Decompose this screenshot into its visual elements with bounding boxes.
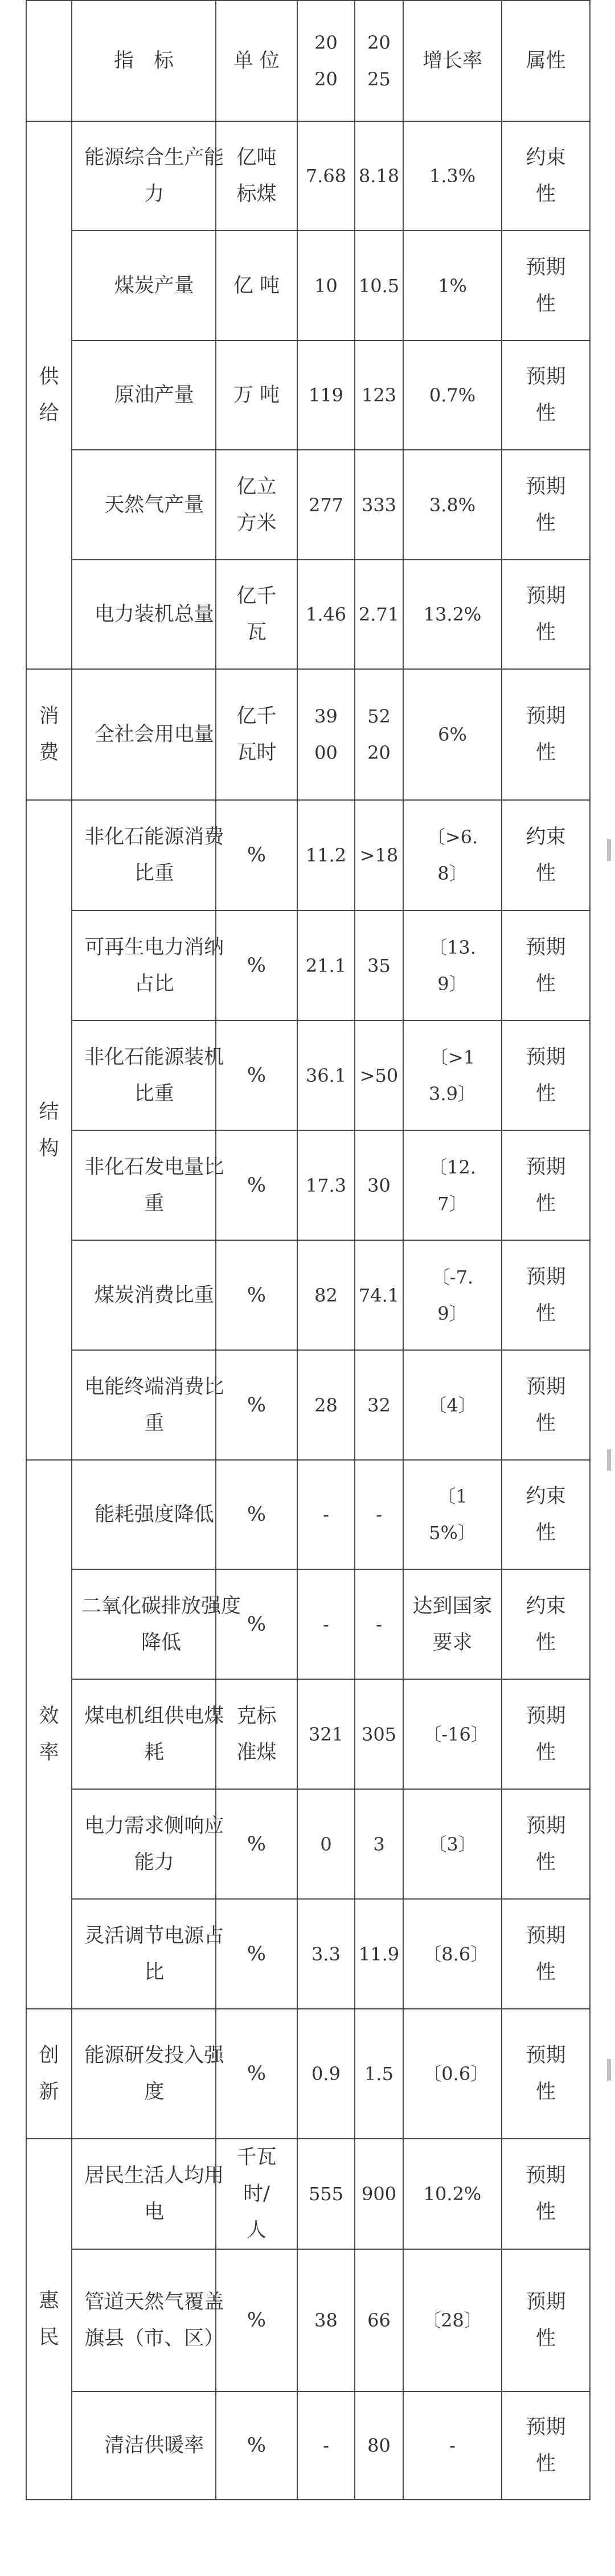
indicator-cell [72, 2249, 224, 2392]
growth-text: 〔13.9〕 [429, 936, 476, 995]
value-2020-cell: 119 [297, 341, 355, 450]
table-row [26, 1350, 590, 1460]
indicator-cell [72, 1899, 224, 2009]
table-row [26, 2249, 590, 2392]
value-2025-cell: 32 [355, 1350, 403, 1460]
value-2020-cell: 17.3 [297, 1130, 355, 1240]
unit-label: 克标准煤 [236, 1704, 277, 1764]
growth-cell: 1% [403, 231, 502, 341]
unit-cell: % [216, 1130, 297, 1240]
table-row [26, 1020, 590, 1130]
indicator-cell [72, 1460, 216, 1569]
unit-cell [216, 450, 297, 560]
header-row [26, 1, 590, 121]
growth-cell [403, 1460, 502, 1569]
table-row [26, 800, 590, 910]
attribute-cell [502, 1899, 590, 2009]
unit-label: 亿千瓦 [236, 585, 277, 644]
indicator-label: 电力需求侧响应能力 [84, 1814, 224, 1874]
attribute-cell [502, 450, 590, 560]
header-attribute-text: 属性 [526, 50, 566, 72]
growth-cell [403, 1240, 502, 1350]
growth-cell: 〔4〕 [403, 1350, 502, 1460]
growth-text: 〔>13.9〕 [429, 1046, 476, 1105]
value-2025-cell: 66 [355, 2249, 403, 2392]
indicator-cell [72, 910, 224, 1020]
value-2020-cell: 11.2 [297, 800, 355, 910]
unit-cell: % [216, 2392, 297, 2500]
value-2020-text: 3900 [314, 705, 338, 764]
attribute-label: 约束性 [526, 826, 566, 885]
indicator-cell [72, 2392, 216, 2500]
unit-cell [216, 669, 297, 800]
growth-cell [403, 1679, 502, 1789]
unit-cell: % [216, 910, 297, 1020]
growth-text: 〔0.6〕 [423, 2063, 489, 2085]
value-2020-cell: 7.68 [297, 121, 355, 231]
indicator-cell [72, 1350, 224, 1460]
attribute-label: 预期性 [526, 585, 566, 644]
indicator-label: 天然气产量 [104, 493, 204, 516]
indicator-label: 煤炭消费比重 [94, 1283, 214, 1307]
growth-cell: 10.2% [403, 2139, 502, 2249]
indicator-label: 煤电机组供电煤耗 [84, 1704, 224, 1764]
header-2025-text: 2025 [367, 32, 391, 90]
value-2020-cell: 0 [297, 1789, 355, 1899]
value-2025-cell: >50 [355, 1020, 403, 1130]
category-efficiency-label: 效率 [39, 1705, 59, 1764]
energy-targets-table [26, 0, 591, 2500]
unit-cell [216, 1679, 297, 1789]
category-consumption-label: 消费 [39, 705, 59, 764]
table-row [26, 560, 590, 669]
value-2020-cell [297, 669, 355, 800]
attribute-cell [502, 1569, 590, 1679]
unit-cell [216, 121, 297, 231]
attribute-label: 预期性 [526, 2416, 566, 2475]
category-consumption [26, 669, 72, 800]
value-2025-cell: 3 [355, 1789, 403, 1899]
value-2025-cell: 123 [355, 341, 403, 450]
attribute-cell [502, 1020, 590, 1130]
attribute-label: 预期性 [526, 1704, 566, 1764]
value-2025-cell [355, 669, 403, 800]
growth-text: 〔8.6〕 [423, 1943, 489, 1965]
edge-mark [607, 1449, 611, 1471]
table-row [26, 1679, 590, 1789]
attribute-cell [502, 1789, 590, 1899]
table-row [26, 2392, 590, 2500]
category-livelihood-label: 惠民 [39, 2290, 59, 2349]
unit-cell: 万 吨 [216, 341, 297, 450]
attribute-label: 预期性 [526, 2044, 566, 2103]
category-innovation-label: 创新 [39, 2044, 59, 2103]
table-row [26, 231, 590, 341]
unit-cell: % [216, 1460, 297, 1569]
unit-label: 千瓦时/人 [236, 2146, 277, 2242]
attribute-cell [502, 2009, 590, 2139]
indicator-cell [72, 2009, 224, 2139]
value-2020-cell: 28 [297, 1350, 355, 1460]
attribute-label: 约束性 [526, 1485, 566, 1544]
attribute-label: 约束性 [526, 146, 566, 206]
growth-cell [403, 800, 502, 910]
attribute-label: 预期性 [526, 1375, 566, 1435]
indicator-label: 可再生电力消纳占比 [84, 936, 224, 995]
growth-cell [403, 2009, 502, 2139]
attribute-label: 预期性 [526, 1924, 566, 1984]
indicator-cell [72, 1679, 224, 1789]
unit-cell: % [216, 2249, 297, 2392]
indicator-cell [72, 560, 216, 669]
value-2025-cell: 80 [355, 2392, 403, 2500]
attribute-cell [502, 121, 590, 231]
attribute-label: 预期性 [526, 1265, 566, 1325]
growth-cell: 达到国家要求 [403, 1569, 502, 1679]
table-row [26, 1130, 590, 1240]
unit-cell: % [216, 1350, 297, 1460]
header-unit: 单 位 [216, 1, 297, 121]
growth-cell: 〔3〕 [403, 1789, 502, 1899]
value-2025-cell: 900 [355, 2139, 403, 2249]
targets-table-wrapper [26, 0, 589, 2500]
category-structure-label: 结构 [39, 1100, 59, 1160]
indicator-cell [72, 2139, 224, 2249]
indicator-label: 二氧化碳排放强度降低 [81, 1594, 241, 1654]
unit-label: 亿立方米 [236, 475, 277, 535]
table-row [26, 1789, 590, 1899]
header-growth: 增长率 [403, 1, 502, 121]
table-row [26, 341, 590, 450]
value-2020-cell: 38 [297, 2249, 355, 2392]
value-2020-cell: 21.1 [297, 910, 355, 1020]
value-2020-cell: - [297, 2392, 355, 2500]
indicator-label: 非化石能源装机比重 [84, 1045, 224, 1105]
value-2020-cell: 555 [297, 2139, 355, 2249]
table-row [26, 1460, 590, 1569]
value-2025-cell: 333 [355, 450, 403, 560]
indicator-label: 能耗强度降低 [94, 1503, 214, 1526]
value-2025-cell: >18 [355, 800, 403, 910]
growth-cell: 13.2% [403, 560, 502, 669]
table-row [26, 121, 590, 231]
value-2020-cell: 277 [297, 450, 355, 560]
attribute-label: 预期性 [526, 2291, 566, 2350]
indicator-cell [72, 231, 216, 341]
value-2020-cell: 0.9 [297, 2009, 355, 2139]
indicator-label: 电能终端消费比重 [84, 1375, 224, 1435]
table-row [26, 910, 590, 1020]
growth-text: 〔12.7〕 [429, 1156, 476, 1215]
table-row [26, 669, 590, 800]
attribute-cell [502, 1350, 590, 1460]
indicator-label: 电力装机总量 [94, 603, 214, 626]
indicator-label: 灵活调节电源占比 [84, 1924, 224, 1984]
growth-cell [403, 1130, 502, 1240]
table-row [26, 1569, 590, 1679]
value-2020-cell: 321 [297, 1679, 355, 1789]
attribute-label: 约束性 [526, 1594, 566, 1654]
value-2025-cell: 30 [355, 1130, 403, 1240]
unit-label: 亿吨标煤 [236, 146, 277, 206]
attribute-cell [502, 560, 590, 669]
table-row [26, 1240, 590, 1350]
growth-cell: 6% [403, 669, 502, 800]
indicator-label: 管道天然气覆盖旗县（市、区） [84, 2291, 224, 2350]
value-2025-cell: 8.18 [355, 121, 403, 231]
growth-cell [403, 1899, 502, 2009]
growth-cell [403, 1020, 502, 1130]
header-attribute [502, 1, 590, 121]
indicator-label: 能源综合生产能力 [84, 146, 224, 206]
category-supply-label: 供给 [39, 366, 59, 425]
attribute-cell [502, 231, 590, 341]
category-innovation [26, 2009, 72, 2139]
attribute-cell [502, 2249, 590, 2392]
value-2020-cell: 10 [297, 231, 355, 341]
value-2020-cell: - [297, 1460, 355, 1569]
category-efficiency [26, 1460, 72, 2009]
attribute-label: 预期性 [526, 1045, 566, 1105]
value-2025-cell: 1.5 [355, 2009, 403, 2139]
value-2020-cell: 3.3 [297, 1899, 355, 2009]
indicator-cell [72, 341, 216, 450]
attribute-cell [502, 2392, 590, 2500]
unit-cell: % [216, 1569, 297, 1679]
indicator-cell [72, 121, 224, 231]
indicator-label: 居民生活人均用电 [84, 2164, 224, 2224]
table-row [26, 450, 590, 560]
table-row [26, 1899, 590, 2009]
indicator-label: 非化石发电量比重 [84, 1155, 224, 1215]
attribute-cell [502, 910, 590, 1020]
indicator-label: 清洁供暖率 [104, 2434, 204, 2457]
value-2025-cell: - [355, 1569, 403, 1679]
indicator-label: 能源研发投入强度 [84, 2044, 224, 2103]
edge-mark [607, 2059, 611, 2081]
header-2020-text: 2020 [314, 32, 338, 90]
indicator-label: 煤炭产量 [114, 274, 194, 297]
indicator-cell [72, 1240, 216, 1350]
indicator-cell [72, 1130, 224, 1240]
attribute-label: 预期性 [526, 475, 566, 535]
indicator-label: 全社会用电量 [94, 723, 214, 746]
value-2020-cell: 36.1 [297, 1020, 355, 1130]
attribute-label: 预期性 [526, 366, 566, 425]
header-category-cell [26, 1, 72, 121]
indicator-cell [72, 450, 216, 560]
value-2025-cell: - [355, 1460, 403, 1569]
attribute-cell [502, 669, 590, 800]
attribute-cell [502, 1679, 590, 1789]
unit-cell: % [216, 800, 297, 910]
attribute-label: 预期性 [526, 1155, 566, 1215]
indicator-label: 原油产量 [114, 384, 194, 407]
unit-cell: % [216, 1899, 297, 2009]
edge-mark [607, 839, 611, 861]
indicator-cell [72, 1789, 224, 1899]
indicator-cell [72, 800, 224, 910]
category-livelihood [26, 2139, 72, 2500]
growth-cell: 1.3% [403, 121, 502, 231]
attribute-label: 预期性 [526, 2164, 566, 2224]
value-2025-cell: 35 [355, 910, 403, 1020]
unit-cell: % [216, 2009, 297, 2139]
header-2025 [355, 1, 403, 121]
value-2025-text: 5220 [367, 705, 391, 764]
table-row [26, 2009, 590, 2139]
attribute-label: 预期性 [526, 936, 566, 995]
growth-cell [403, 910, 502, 1020]
unit-cell [216, 560, 297, 669]
header-2020 [297, 1, 355, 121]
attribute-label: 预期性 [526, 1814, 566, 1874]
header-indicator: 指 标 [72, 1, 216, 121]
table-row [26, 2139, 590, 2249]
unit-cell [216, 2139, 297, 2249]
attribute-cell [502, 1240, 590, 1350]
unit-cell: % [216, 1789, 297, 1899]
attribute-label: 预期性 [526, 705, 566, 764]
value-2025-cell: 11.9 [355, 1899, 403, 2009]
growth-cell: 〔28〕 [403, 2249, 502, 2392]
unit-cell: 亿 吨 [216, 231, 297, 341]
growth-text: 〔>6.8〕 [427, 826, 478, 884]
unit-cell: % [216, 1240, 297, 1350]
unit-cell: % [216, 1020, 297, 1130]
growth-text: 〔-7.9〕 [431, 1266, 474, 1324]
indicator-cell [72, 1569, 241, 1679]
attribute-cell [502, 341, 590, 450]
growth-cell: 3.8% [403, 450, 502, 560]
growth-text: 〔-16〕 [423, 1723, 489, 1745]
indicator-label: 非化石能源消费比重 [84, 826, 224, 885]
category-supply [26, 121, 72, 669]
growth-cell: - [403, 2392, 502, 2500]
growth-cell: 0.7% [403, 341, 502, 450]
unit-label: 亿千瓦时 [236, 705, 277, 764]
indicator-cell [72, 1020, 224, 1130]
value-2020-cell: 82 [297, 1240, 355, 1350]
attribute-label: 预期性 [526, 256, 566, 315]
value-2020-cell: - [297, 1569, 355, 1679]
attribute-cell [502, 800, 590, 910]
growth-text: 〔15%〕 [429, 1486, 476, 1544]
value-2020-cell: 1.46 [297, 560, 355, 669]
attribute-cell [502, 2139, 590, 2249]
category-structure [26, 800, 72, 1460]
attribute-cell [502, 1460, 590, 1569]
value-2025-cell: 10.5 [355, 231, 403, 341]
value-2025-cell: 2.71 [355, 560, 403, 669]
attribute-cell [502, 1130, 590, 1240]
indicator-cell [72, 669, 216, 800]
value-2025-cell: 74.1 [355, 1240, 403, 1350]
value-2025-cell: 305 [355, 1679, 403, 1789]
